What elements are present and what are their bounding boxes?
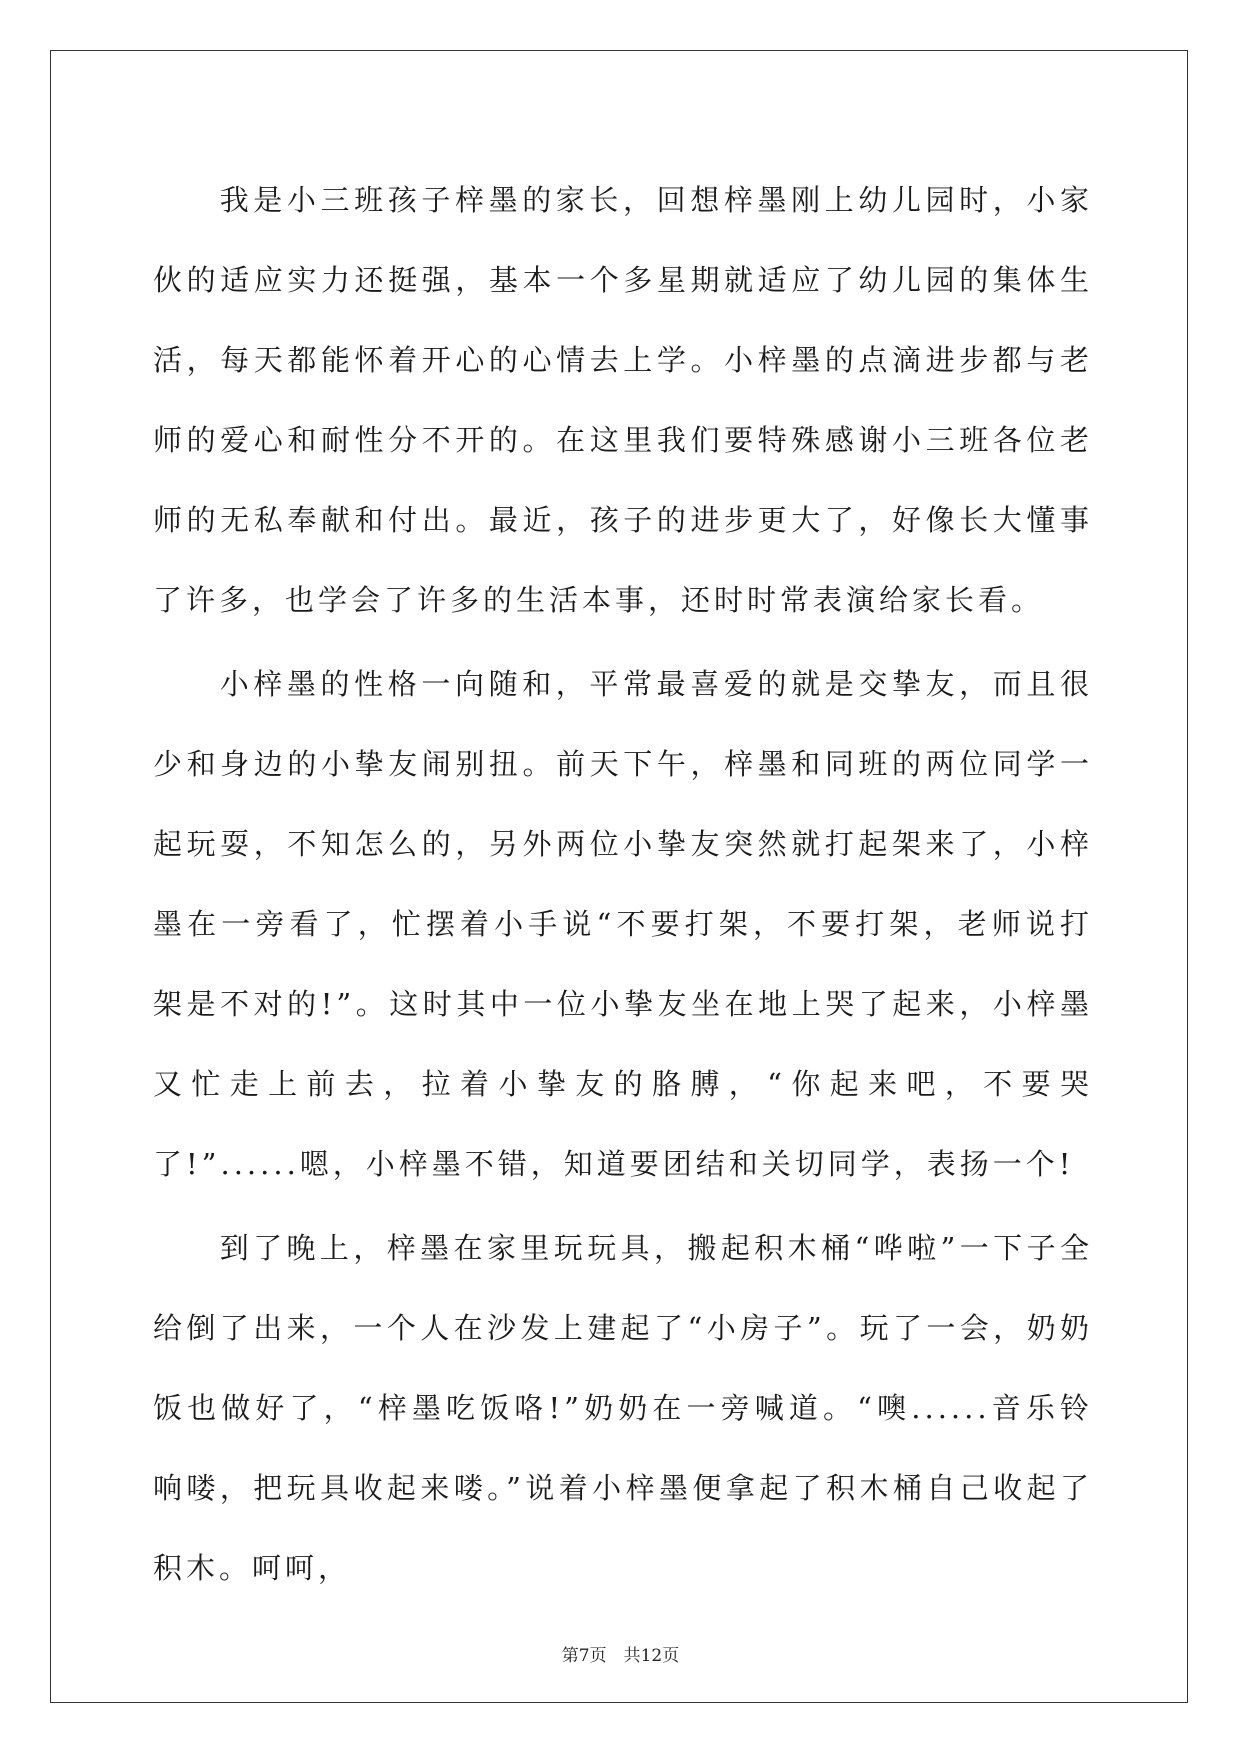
paragraph-1: 我是小三班孩子梓墨的家长，回想梓墨刚上幼儿园时，小家伙的适应实力还挺强，基本一个多星期就适应了幼儿园的集体生活，每天都能怀着开心的心情去上学。小梓墨的点滴进步都与老师的爱心和耐性分不开的。在这里我们要特殊感谢小三班各位老师的无私奉献和付出。最近，孩子的进步更大了，好像长大懂事了许多，也学会了许多的生活本事，还时时常表演给家长看。 [153, 183, 1093, 617]
paragraph-3: 到了晚上，梓墨在家里玩玩具，搬起积木桶“哗啦”一下子全给倒了出来，一个人在沙发上建起了“小房子”。玩了一会，奶奶饭也做好了，“梓墨吃饭咯!”奶奶在一旁喊道。“噢......音乐铃响喽，把玩具收起来喽。”说着小梓墨便拿起了积木桶自己收起了积木。呵呵， [153, 1231, 1093, 1585]
page-number-footer: 第7页 共12页 [561, 1646, 680, 1666]
paragraph-2: 小梓墨的性格一向随和，平常最喜爱的就是交挚友，而且很少和身边的小挚友闹别扭。前天下午，梓墨和同班的两位同学一起玩耍，不知怎么的，另外两位小挚友突然就打起架来了，小梓墨在一旁看了，忙摆着小手说“不要打架，不要打架，老师说打架是不对的!”。这时其中一位小挚友坐在地上哭了起来，小梓墨又忙走上前去，拉着小挚友的胳膊，“你起来吧，不要哭了!”......嗯，小梓墨不错，知道要团结和关切同学，表扬一个! [153, 667, 1093, 1181]
document-body [153, 160, 1093, 1612]
